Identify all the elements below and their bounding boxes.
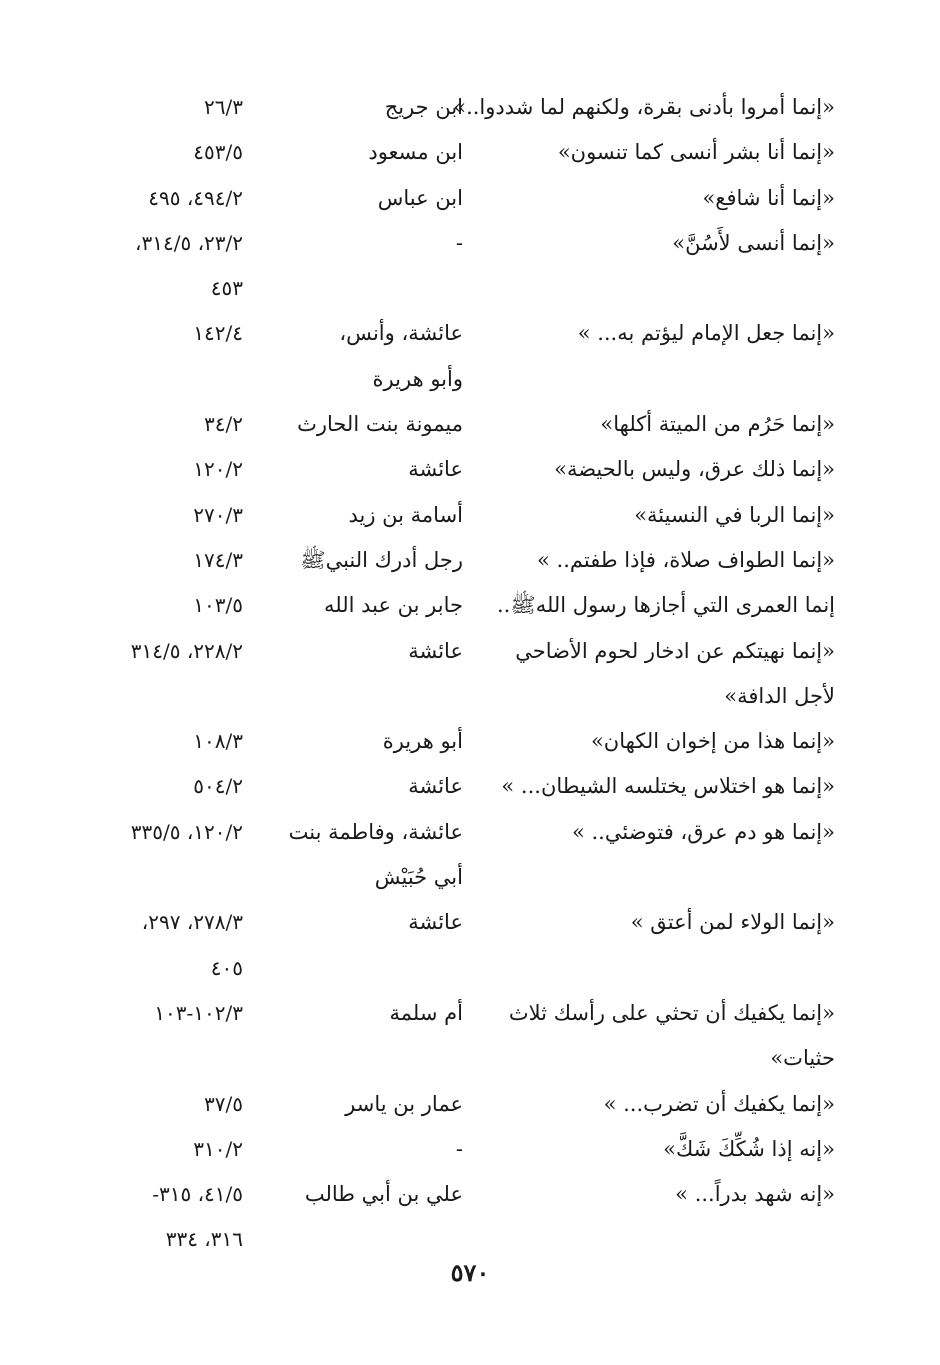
volume-page-ref: ٣٤/٢ (204, 412, 243, 437)
volume-page-ref: ٣٧/٥ (204, 1091, 243, 1116)
volume-page-ref: ١٠٢/٣-١٠٣ (154, 1000, 243, 1025)
volume-page-ref (63, 357, 243, 402)
hadith-text: «إنما حَرُم من الميتة أكلها» (600, 412, 835, 437)
index-row (0, 1127, 940, 1172)
hadith-text (495, 1217, 835, 1262)
narrator-name: جابر بن عبد الله (323, 593, 463, 618)
narrator-name: عائشة (408, 457, 463, 482)
index-row (0, 447, 940, 492)
volume-page-ref: ١٤٢/٤ (193, 321, 243, 346)
index-row (0, 855, 940, 900)
volume-page-ref: ١٠٣/٥ (193, 593, 243, 618)
index-row (0, 357, 940, 402)
hadith-text: «إنما ذلك عرق، وليس بالحيضة» (554, 457, 835, 482)
narrator-name: وأبو هريرة (372, 366, 463, 391)
index-row (0, 1172, 940, 1217)
index-row (0, 946, 940, 991)
narrator-name: ابن عباس (377, 185, 463, 210)
volume-page-ref: ٥٠٤/٢ (193, 774, 243, 799)
volume-page-ref (63, 674, 243, 719)
narrator-name: عائشة (408, 774, 463, 799)
volume-page-ref: ٤٩٤/٢، ٤٩٥ (148, 185, 243, 210)
volume-page-ref: ٢٢٨/٢، ٣١٤/٥ (130, 638, 243, 663)
narrator-name: ابن مسعود (368, 140, 463, 165)
volume-page-ref: ٤٥٣ (210, 276, 243, 301)
volume-page-ref: ٢٣/٢، ٣١٤/٥، (135, 230, 243, 255)
hadith-text: «إنما أنا شافع» (702, 185, 835, 210)
narrator-name: عائشة، وفاطمة بنت (288, 819, 463, 844)
volume-page-ref: ١٢٠/٢، ٣٣٥/٥ (130, 819, 243, 844)
narrator-name (263, 946, 463, 991)
hadith-text: «إنما الطواف صلاة، فإذا طفتم.. » (537, 547, 835, 572)
narrator-name (263, 1217, 463, 1262)
page-number: ٥٧٠ (450, 1258, 490, 1287)
narrator-name: عمار بن ياسر (345, 1091, 463, 1116)
volume-page-ref: ٢٧٠/٣ (193, 502, 243, 527)
index-row (0, 1217, 940, 1262)
hadith-text: «إنما يكفيك أن تضرب... » (603, 1091, 835, 1116)
hadith-text (495, 946, 835, 991)
narrator-name: عائشة، وأنس، (339, 321, 463, 346)
index-row (0, 900, 940, 945)
index-row (0, 130, 940, 175)
index-row (0, 85, 940, 130)
volume-page-ref: ٤٠٥ (210, 955, 243, 980)
hadith-text: «إنما أنسى لأَسُنَّ» (672, 230, 835, 255)
volume-page-ref: ١٠٨/٣ (193, 729, 243, 754)
index-row (0, 674, 940, 719)
narrator-name: علي بن أبي طالب (304, 1182, 463, 1207)
hadith-text: «إنما يكفيك أن تحثي على رأسك ثلاث (508, 1000, 835, 1025)
narrator-name: عائشة (408, 910, 463, 935)
hadith-text: «إنما الولاء لمن أعتق » (630, 910, 835, 935)
index-row (0, 1036, 940, 1081)
hadith-text (495, 266, 835, 311)
index-row (0, 764, 940, 809)
volume-page-ref: ١٢٠/٢ (193, 457, 243, 482)
index-row (0, 629, 940, 674)
index-row (0, 538, 940, 583)
narrator-name (263, 1036, 463, 1081)
hadith-text: «إنما هذا من إخوان الكهان» (590, 729, 835, 754)
hadith-text: «إنما أمروا بأدنى بقرة، ولكنهم لما شددوا..» (453, 95, 835, 119)
index-row (0, 719, 940, 764)
volume-page-ref: ٤١/٥، ٣١٥- (152, 1182, 243, 1207)
hadith-text: «إنما أنا بشر أنسى كما تنسون» (557, 140, 835, 165)
hadith-text: «إنما الربا في النسيئة» (634, 502, 835, 527)
hadith-text: إنما العمرى التي أجازها رسول اللهﷺ.. (496, 593, 835, 618)
hadith-text (495, 357, 835, 402)
index-row (0, 810, 940, 855)
volume-page-ref: ٣١٦، ٣٣٤ (165, 1227, 243, 1252)
index-row (0, 583, 940, 628)
narrator-name (263, 674, 463, 719)
hadith-text: «إنه إذا شُكِّكَ شَكَّ» (663, 1136, 835, 1161)
narrator-name: عائشة (408, 638, 463, 663)
index-row (0, 176, 940, 221)
index-row (0, 266, 940, 311)
narrator-name: أبو هريرة (382, 729, 463, 754)
hadith-text: «إنما نهيتكم عن ادخار لحوم الأضاحي (515, 638, 835, 663)
narrator-name: - (455, 1136, 463, 1161)
narrator-name: ميمونة بنت الحارث (297, 412, 463, 437)
volume-page-ref (63, 855, 243, 900)
volume-page-ref (63, 1036, 243, 1081)
hadith-text (495, 855, 835, 900)
index-row (0, 1082, 940, 1127)
narrator-name: ابن جريج (384, 95, 463, 119)
hadith-text: «إنما هو اختلاس يختلسه الشيطان... » (501, 774, 835, 799)
volume-page-ref: ٢٦/٣ (204, 95, 243, 119)
hadith-index-table (0, 85, 940, 1263)
index-row (0, 311, 940, 356)
narrator-name: رجل أدرك النبيﷺ (300, 547, 463, 572)
narrator-name (263, 266, 463, 311)
hadith-text: لأجل الدافة» (724, 683, 835, 708)
index-row (0, 402, 940, 447)
volume-page-ref: ٤٥٣/٥ (193, 140, 243, 165)
hadith-text: «إنه شهد بدراً... » (675, 1182, 835, 1207)
index-row (0, 493, 940, 538)
narrator-name: - (455, 230, 463, 255)
index-row (0, 991, 940, 1036)
hadith-text: «إنما جعل الإمام ليؤتم به... » (577, 321, 835, 346)
narrator-name: أبي حُبَيْش (374, 865, 463, 890)
hadith-text: «إنما هو دم عرق، فتوضئي.. » (571, 819, 835, 844)
narrator-name: أسامة بن زيد (348, 502, 463, 527)
volume-page-ref: ٢٧٨/٣، ٢٩٧، (141, 910, 243, 935)
narrator-name: أم سلمة (389, 1000, 463, 1025)
volume-page-ref: ١٧٤/٣ (193, 547, 243, 572)
hadith-text: حثيات» (770, 1046, 835, 1071)
index-row (0, 221, 940, 266)
volume-page-ref: ٣١٠/٢ (193, 1136, 243, 1161)
